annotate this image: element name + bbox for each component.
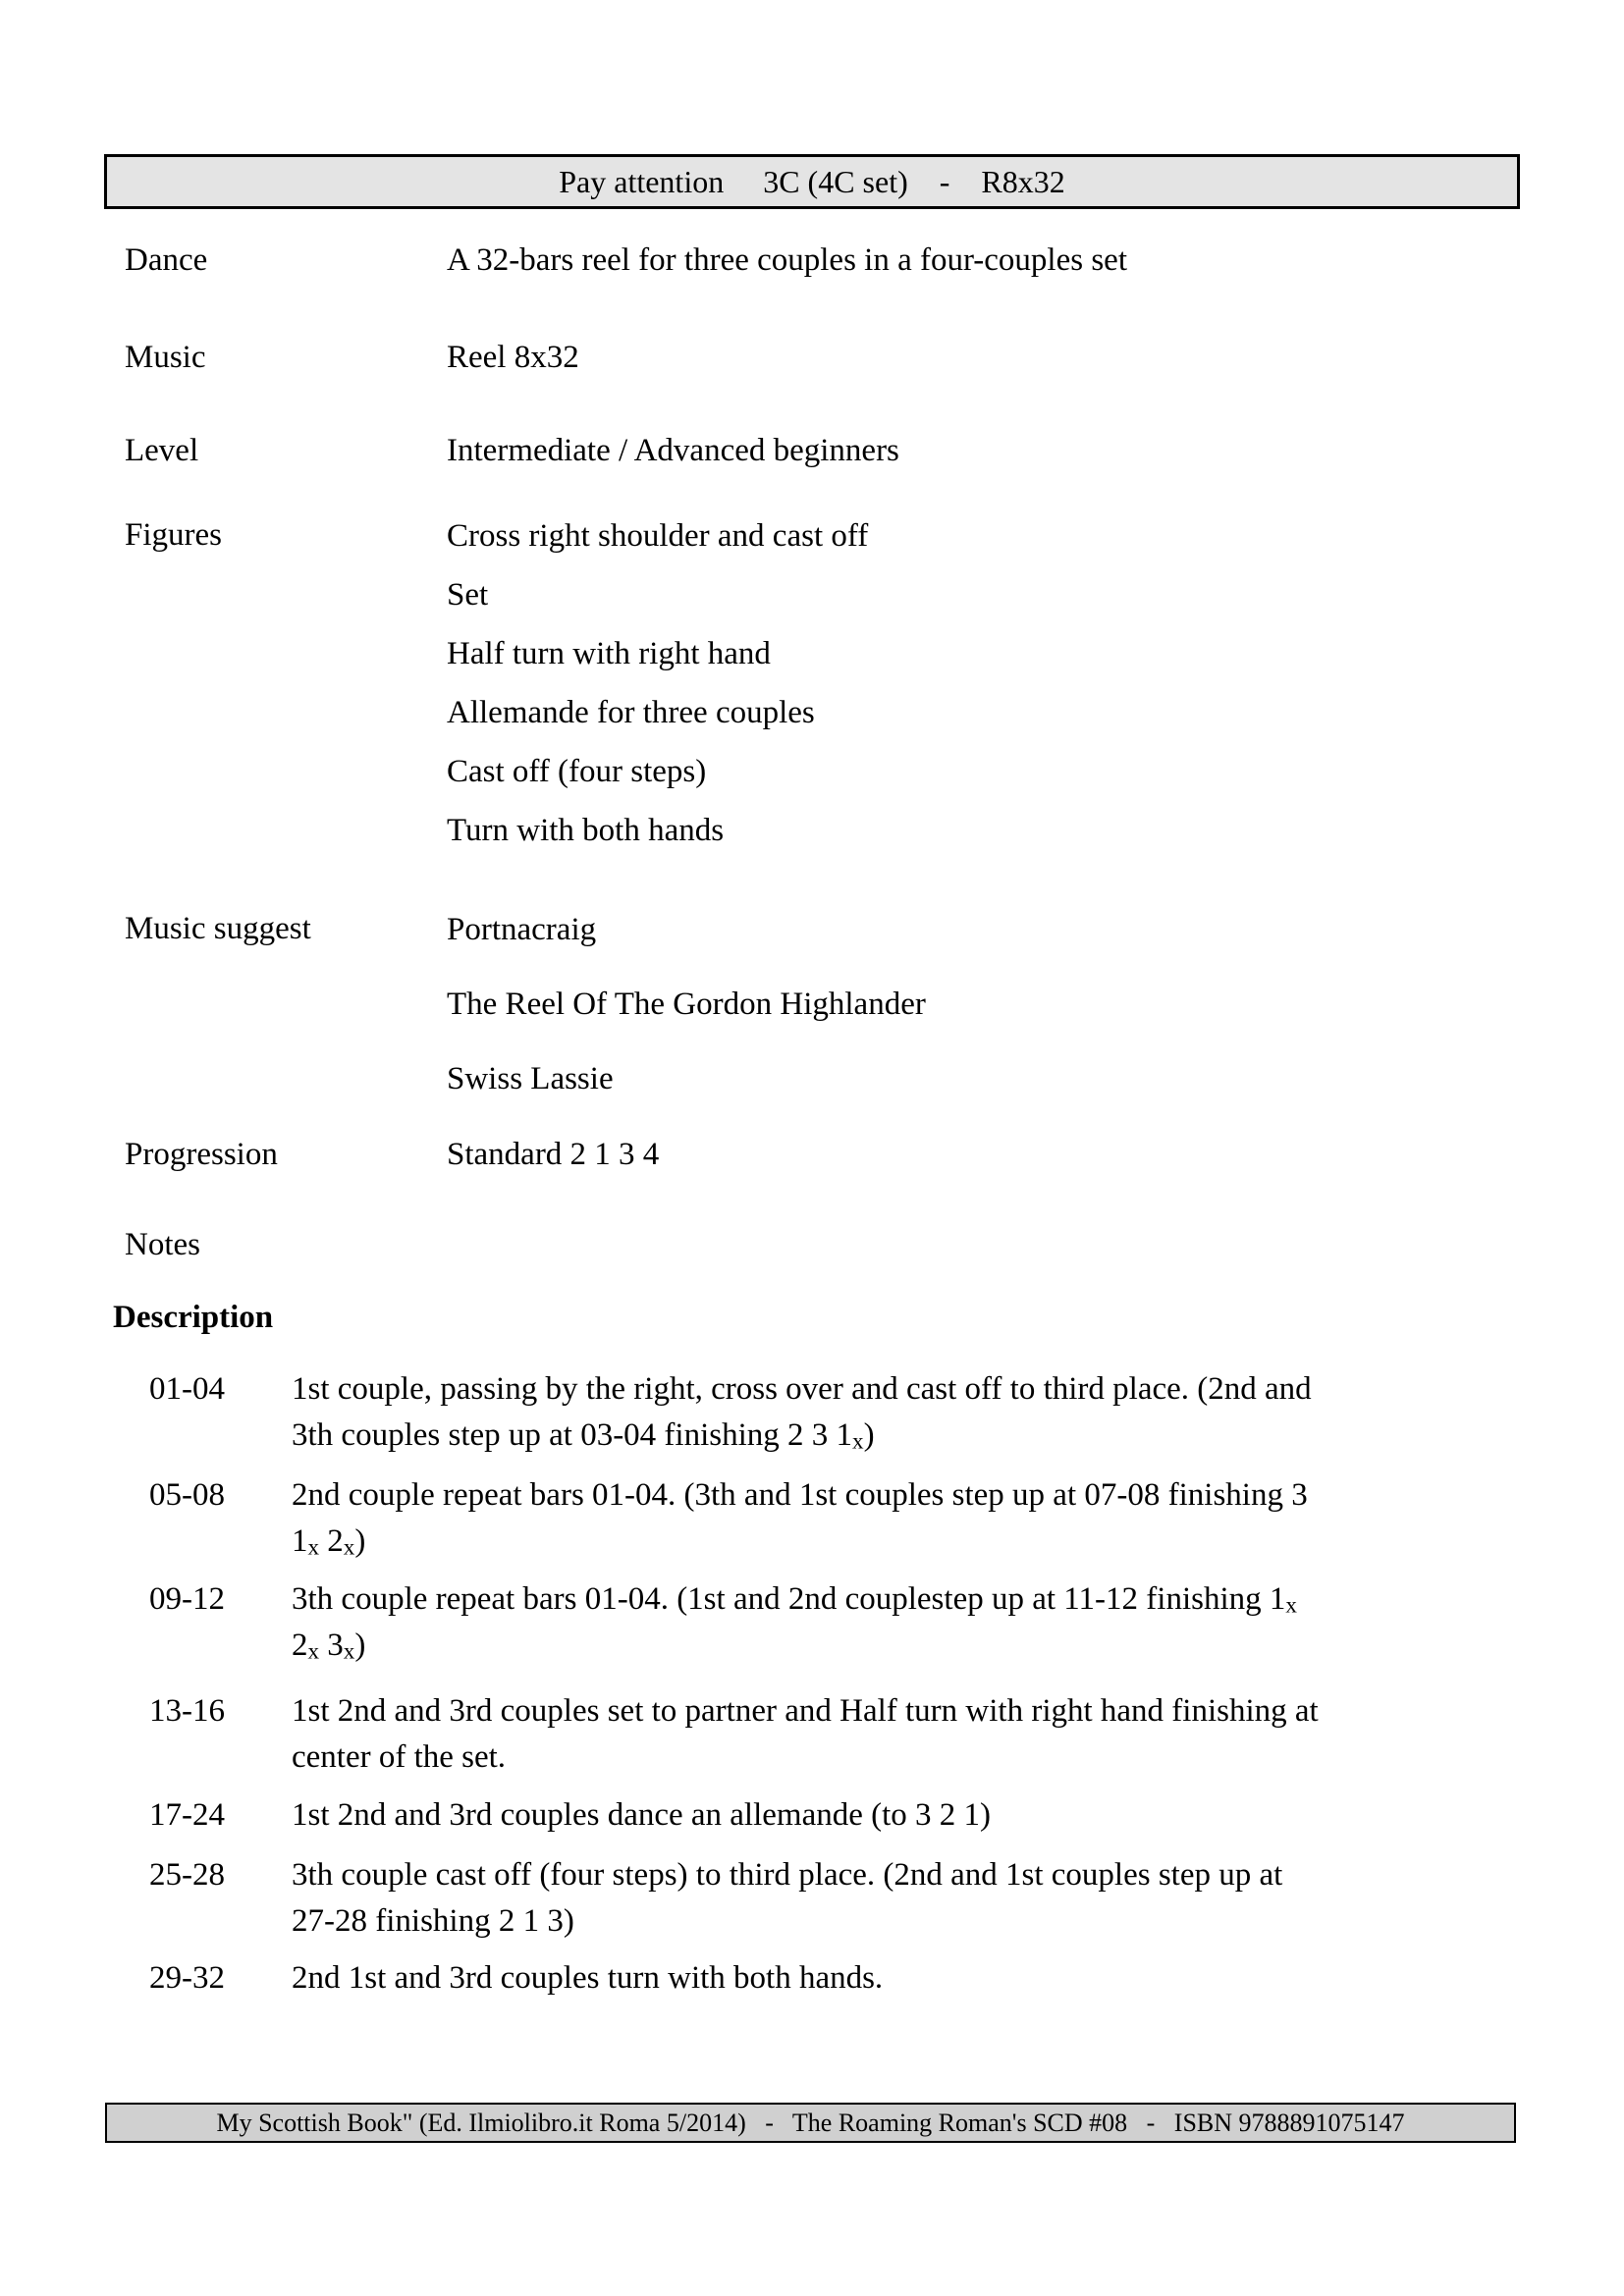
info-value-figures: [447, 507, 868, 860]
footer-bar: [105, 2103, 1516, 2143]
bars-range: 09-12: [149, 1581, 225, 1617]
info-value-dance: [447, 238, 1127, 284]
bars-range: 13-16: [149, 1693, 225, 1729]
bars-range: 01-04: [149, 1371, 225, 1407]
description-line: 27-28 finishing 2 1 3): [292, 1903, 574, 1939]
info-value-line: Cast off (four steps): [447, 754, 707, 789]
header-title: Pay attention 3C (4C set) - R8x32: [559, 163, 1065, 199]
header-bar: [104, 154, 1520, 209]
info-label-notes: Notes: [125, 1227, 200, 1262]
info-value-line: Reel 8x32: [447, 340, 579, 375]
bars-description: [292, 1688, 1539, 1781]
info-value-music: [447, 335, 579, 381]
bars-description: [292, 1852, 1539, 1945]
footer-text: My Scottish Book" (Ed. Ilmiolibro.it Roma 5/2014) - The Roaming Roman's SCD #08 - ISBN 9788891075147: [216, 2108, 1405, 2137]
info-value-progression: [447, 1132, 659, 1178]
info-value-line: Portnacraig: [447, 912, 597, 947]
bars-range: 29-32: [149, 1960, 225, 1996]
info-value-line: The Reel Of The Gordon Highlander: [447, 987, 926, 1022]
info-label-figures: Figures: [125, 517, 222, 553]
info-value-line: A 32-bars reel for three couples in a four-couples set: [447, 242, 1127, 278]
info-value-line: Swiss Lassie: [447, 1061, 614, 1096]
description-line: 1st 2nd and 3rd couples dance an allemande (to 3 2 1): [292, 1797, 992, 1833]
bars-description: [292, 1792, 1539, 1839]
info-label-level: Level: [125, 433, 199, 468]
info-value-line: Half turn with right hand: [447, 636, 771, 671]
description-line: $1_x$ $2_x$): [292, 1523, 366, 1560]
description-line: 1st 2nd and 3rd couples set to partner and Half turn with right hand finishing at: [292, 1693, 1319, 1729]
info-value-line: Turn with both hands: [447, 813, 725, 848]
description-line: 2nd 1st and 3rd couples turn with both hands.: [292, 1960, 884, 1996]
info-value-line: Cross right shoulder and cast off: [447, 518, 869, 554]
bars-range: 05-08: [149, 1477, 225, 1513]
description-line: 3th couple cast off (four steps) to third place. (2nd and 1st couples step up at: [292, 1857, 1283, 1893]
info-value-line: Allemande for three couples: [447, 695, 815, 730]
description-line: 3th couples step up at 03-04 finishing 2 3 $1_x$): [292, 1417, 875, 1454]
bars-description: [292, 1576, 1539, 1669]
bars-description: [292, 1472, 1539, 1565]
info-label-music: Music: [125, 340, 206, 375]
info-label-music-suggest: Music suggest: [125, 911, 311, 946]
bars-range: 17-24: [149, 1797, 225, 1833]
description-heading: Description: [113, 1300, 274, 1335]
info-label-progression: Progression: [125, 1137, 278, 1172]
bars-range: 25-28: [149, 1857, 225, 1893]
info-value-music-suggest: [447, 892, 926, 1116]
bars-description: [292, 1955, 1539, 2002]
info-value-line: Standard 2 1 3 4: [447, 1137, 660, 1172]
bars-description: [292, 1366, 1539, 1459]
description-line: $2_x$ $3_x$): [292, 1628, 366, 1664]
description-line: center of the set.: [292, 1739, 507, 1775]
description-line: 1st couple, passing by the right, cross over and cast off to third place. (2nd and: [292, 1371, 1312, 1407]
info-value-line: Set: [447, 577, 489, 613]
description-line: 2nd couple repeat bars 01-04. (3th and 1st couples step up at 07-08 finishing 3: [292, 1477, 1308, 1513]
info-value-line: Intermediate / Advanced beginners: [447, 433, 899, 468]
info-label-dance: Dance: [125, 242, 208, 278]
description-line: 3th couple repeat bars 01-04. (1st and 2nd couplestep up at 11-12 finishing $1_x$: [292, 1581, 1297, 1618]
info-value-level: [447, 428, 899, 474]
